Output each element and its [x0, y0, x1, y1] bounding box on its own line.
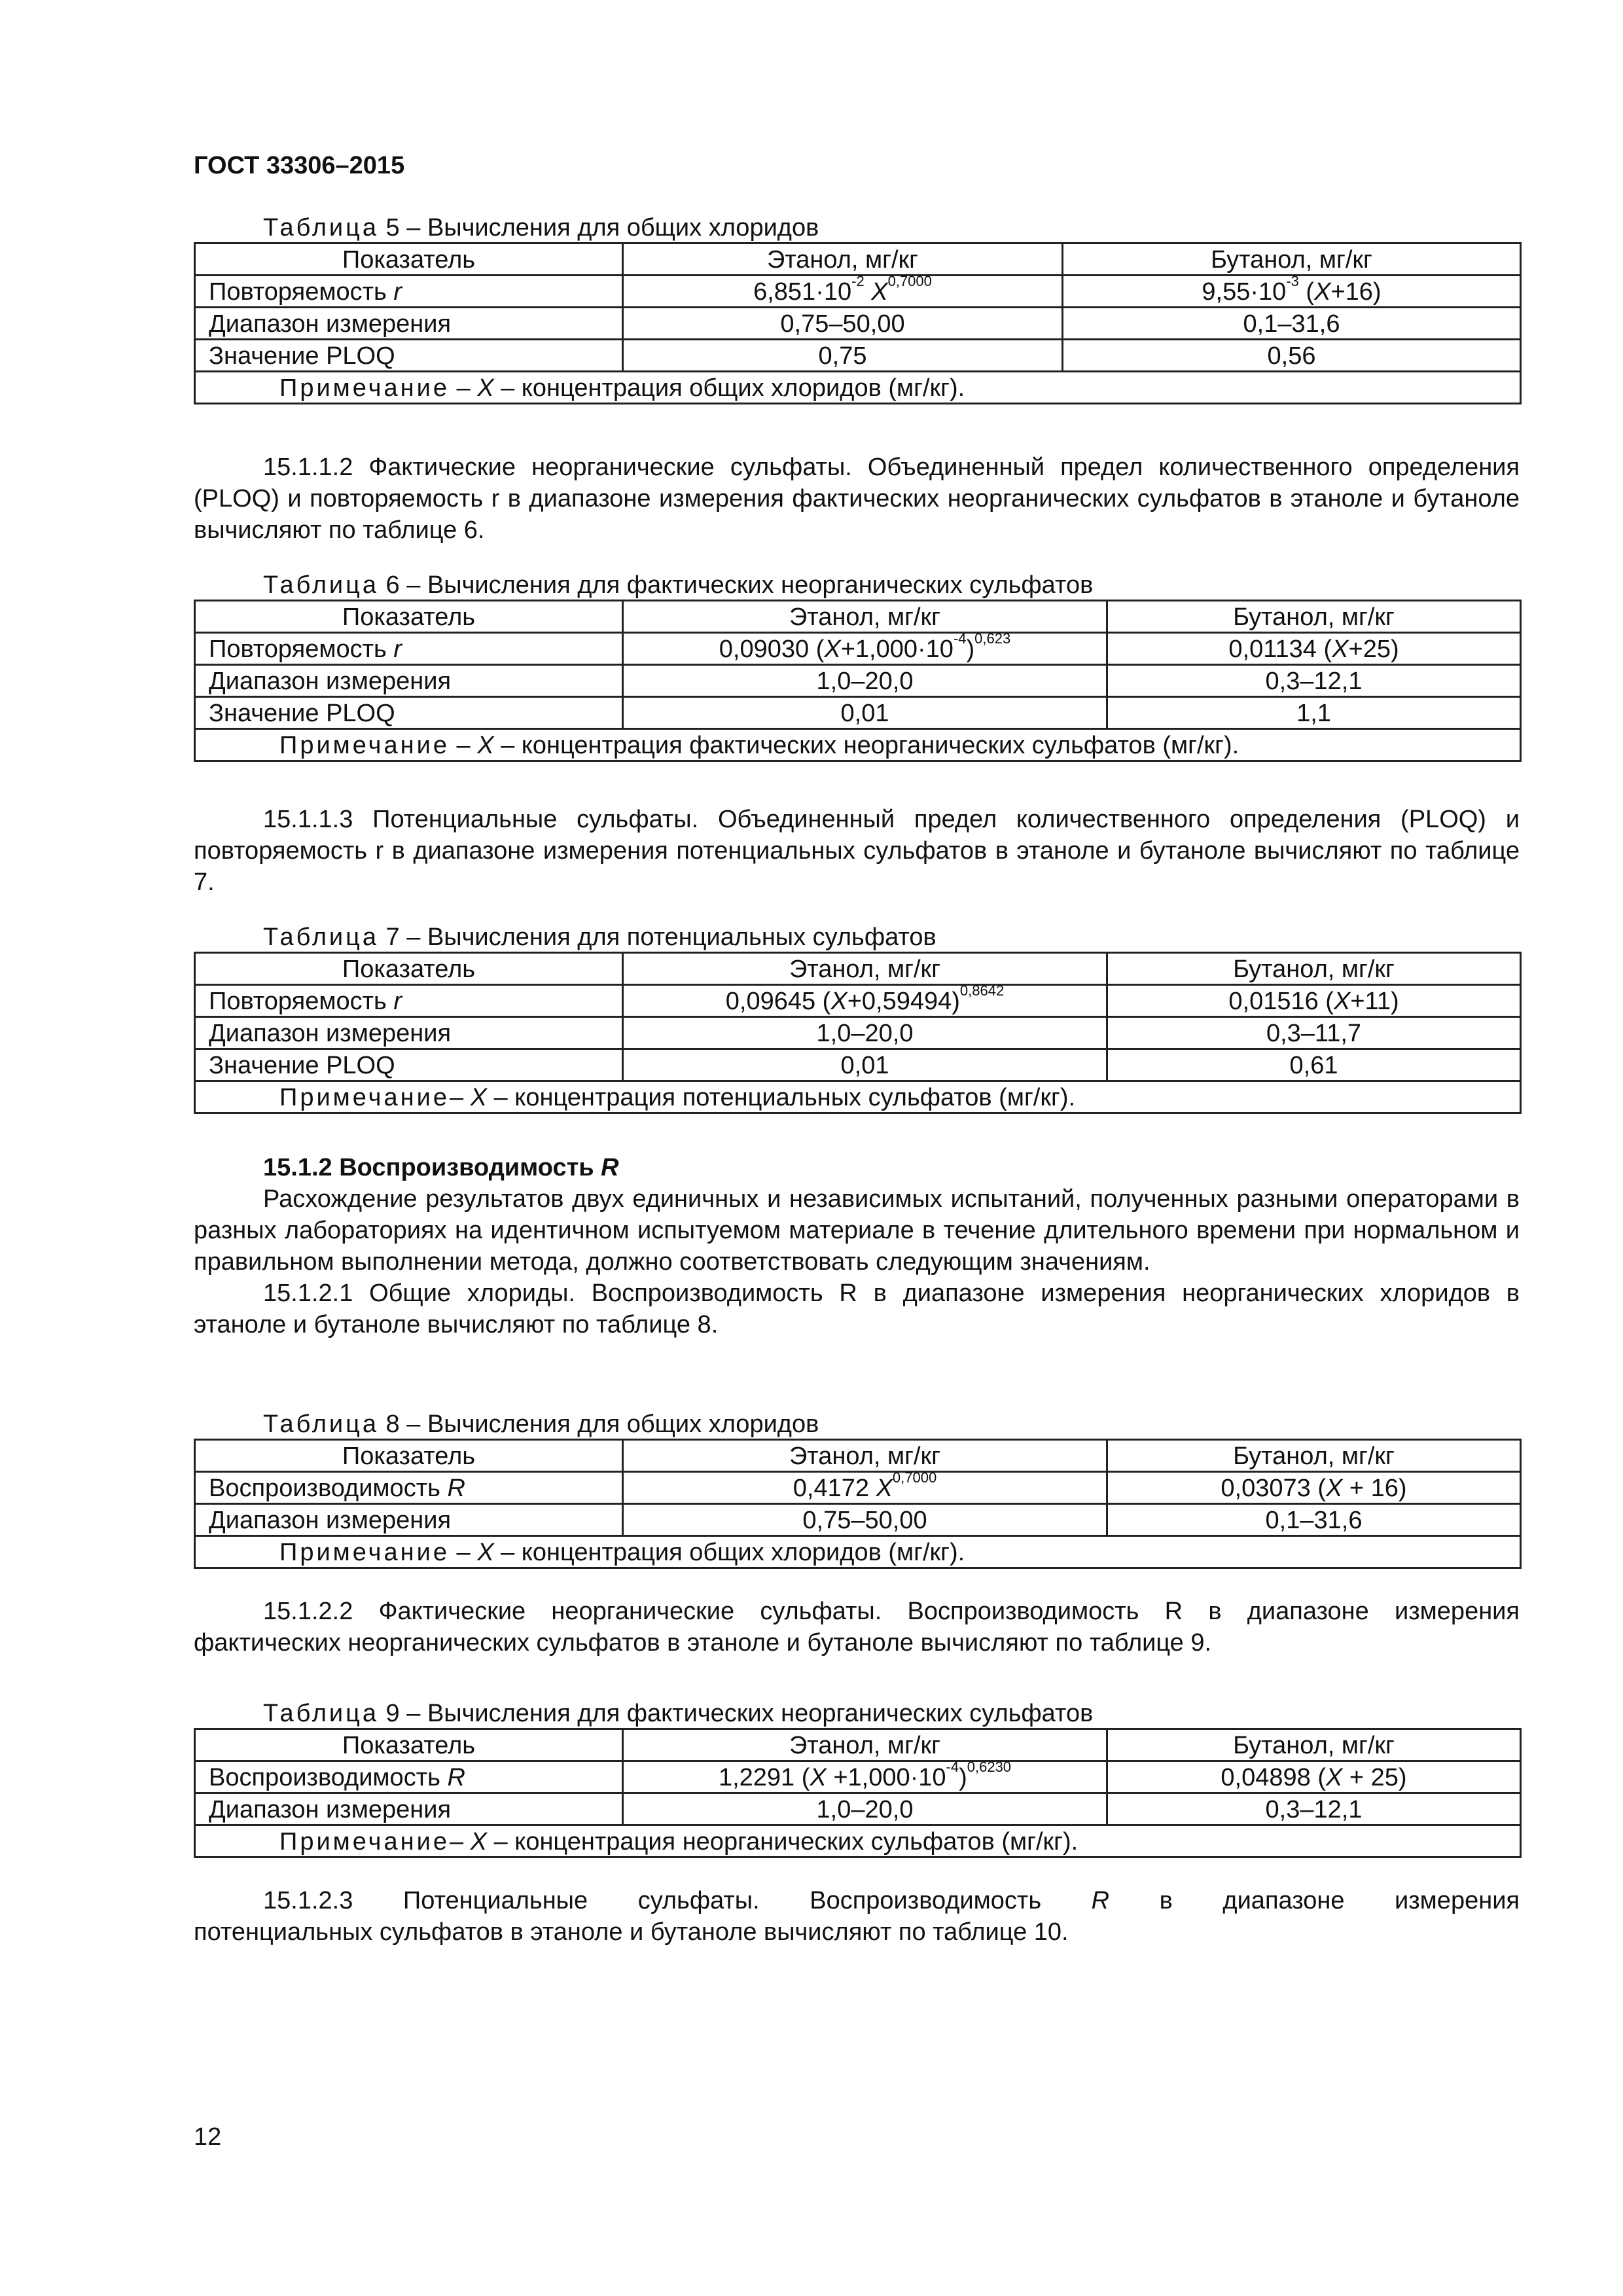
table-cell: 0,3–11,7 [1107, 1017, 1521, 1049]
paragraph-text: 15.1.1.3 Потенциальные сульфаты. Объединенный предел количественного определения (PLOQ) и повторяемость r в диапазоне измерения потенциальных сульфатов в этаноле и бутаноле вычисляют по таблице 7. [194, 806, 1520, 896]
table-cell: 0,61 [1107, 1049, 1521, 1081]
table-header-cell: Этанол, мг/кг [623, 953, 1107, 985]
table-cell: Значение PLOQ [195, 340, 623, 372]
table-row [195, 308, 1521, 340]
table-header-cell: Показатель [195, 243, 623, 276]
table-cell: $9,55\cdot 10^{-3}$ (X+16) [1063, 276, 1521, 308]
table-cell: 0,09030 $(X+1,000\cdot 10^{-4})^{0,623}$ [623, 633, 1107, 665]
table-6 [194, 600, 1522, 762]
table-cell: 0,01516 (X+11) [1107, 985, 1521, 1017]
table-6-block [194, 571, 1520, 762]
paragraph-15-1-1-3 [194, 804, 1520, 898]
table-header-cell: Бутанол, мг/кг [1107, 601, 1521, 633]
table-8-caption: Таблица 8 – Вычисления для общих хлоридов [263, 1410, 819, 1438]
table-note: Примечание – X – концентрация общих хлоридов (мг/кг). [195, 372, 1521, 404]
table-cell: 0,75 [623, 340, 1063, 372]
table-header-cell: Показатель [195, 1440, 623, 1472]
table-5 [194, 242, 1522, 404]
table-header-cell: Бутанол, мг/кг [1107, 1729, 1521, 1761]
table-header-cell: Этанол, мг/кг [623, 1729, 1107, 1761]
table-cell: 0,1–31,6 [1107, 1504, 1521, 1536]
table-6-caption: Таблица 6 – Вычисления для фактических неорганических сульфатов [263, 571, 1094, 599]
table-cell: Диапазон измерения [195, 1504, 623, 1536]
table-cell: Диапазон измерения [195, 1793, 623, 1825]
table-cell: 0,1–31,6 [1063, 308, 1521, 340]
paragraph-text: 15.1.1.2 Фактические неорганические сульфаты. Объединенный предел количественного определения (PLOQ) и повторяемость r в диапазоне измерения фактических неорганических сульфатов в этаноле и бутаноле вычисляют по таблице 6. [194, 454, 1520, 544]
table-cell: Значение PLOQ [195, 1049, 623, 1081]
table-row [195, 243, 1521, 276]
table-cell: Повторяемость r [195, 276, 623, 308]
table-9 [194, 1728, 1522, 1858]
document-header: ГОСТ 33306–2015 [194, 152, 405, 179]
table-cell: Диапазон измерения [195, 308, 623, 340]
paragraph-line: потенциальных сульфатов в этаноле и бутаноле вычисляют по таблице 10. [194, 1918, 1069, 1946]
table-5-caption: Таблица 5 – Вычисления для общих хлоридов [263, 214, 819, 242]
table-cell: Повторяемость r [195, 985, 623, 1017]
table-cell: 0,04898 (X + 25) [1107, 1761, 1521, 1793]
page-number: 12 [194, 2123, 222, 2151]
table-row [195, 601, 1521, 633]
table-cell: Диапазон измерения [195, 665, 623, 697]
paragraph-15-1-2-3 [194, 1885, 1520, 1948]
table-row [195, 1536, 1521, 1568]
table-cell: Диапазон измерения [195, 1017, 623, 1049]
table-row [195, 985, 1521, 1017]
table-cell: Значение PLOQ [195, 697, 623, 729]
table-cell: 0,3–12,1 [1107, 665, 1521, 697]
table-cell: Воспроизводимость R [195, 1472, 623, 1504]
table-note: Примечание – X – концентрация общих хлоридов (мг/кг). [195, 1536, 1521, 1568]
table-row [195, 633, 1521, 665]
table-7-caption: Таблица 7 – Вычисления для потенциальных сульфатов [263, 924, 936, 951]
table-row [195, 1440, 1521, 1472]
section-15-1-2 [194, 1152, 1520, 1340]
table-row [195, 1081, 1521, 1113]
table-7-block [194, 923, 1520, 1114]
table-row [195, 1761, 1521, 1793]
table-row [195, 1793, 1521, 1825]
table-cell: $6,851\cdot 10^{-2}$ $X^{0,7000}$ [623, 276, 1063, 308]
table-cell: 0,75–50,00 [623, 308, 1063, 340]
table-cell: 0,01 [623, 697, 1107, 729]
table-9-caption: Таблица 9 – Вычисления для фактических неорганических сульфатов [263, 1700, 1094, 1727]
table-cell: 1,2291 $(X +1,000\cdot 10^{-4})^{0,6230}$ [623, 1761, 1107, 1793]
table-header-cell: Показатель [195, 601, 623, 633]
table-row [195, 276, 1521, 308]
table-header-cell: Этанол, мг/кг [623, 243, 1063, 276]
table-cell: Повторяемость r [195, 633, 623, 665]
table-9-block [194, 1699, 1520, 1858]
table-header-cell: Бутанол, мг/кг [1107, 1440, 1521, 1472]
table-cell: 0,3–12,1 [1107, 1793, 1521, 1825]
section-heading: 15.1.2 Воспроизводимость R [263, 1154, 619, 1181]
paragraph-text: 15.1.2.2 Фактические неорганические сульфаты. Воспроизводимость R в диапазоне измерения фактических неорганических сульфатов в этаноле и бутаноле вычисляют по таблице 9. [194, 1598, 1520, 1657]
table-header-cell: Показатель [195, 1729, 623, 1761]
table-header-cell: Этанол, мг/кг [623, 601, 1107, 633]
table-cell: Воспроизводимость R [195, 1761, 623, 1793]
paragraph-15-1-1-2 [194, 452, 1520, 546]
table-8-block [194, 1410, 1520, 1569]
table-row [195, 665, 1521, 697]
table-header-cell: Этанол, мг/кг [623, 1440, 1107, 1472]
table-row [195, 372, 1521, 404]
paragraph-text: 15.1.2.1 Общие хлориды. Воспроизводимость R в диапазоне измерения неорганических хлоридов в этаноле и бутаноле вычисляют по таблице 8. [194, 1280, 1520, 1338]
table-row [195, 1049, 1521, 1081]
table-cell: 0,03073 (X + 16) [1107, 1472, 1521, 1504]
table-cell: 1,0–20,0 [623, 665, 1107, 697]
table-header-cell: Показатель [195, 953, 623, 985]
table-row [195, 1825, 1521, 1857]
table-cell: 0,56 [1063, 340, 1521, 372]
paragraph-text: Расхождение результатов двух единичных и независимых испытаний, полученных разными операторами в разных лабораториях на идентичном испытуемом материале в течение длительного времени при нормальном и правильном выполнении метода, должно соответствовать следующим значениям. [194, 1185, 1520, 1276]
table-cell: 1,1 [1107, 697, 1521, 729]
table-cell: 0,4172 $X^{0,7000}$ [623, 1472, 1107, 1504]
table-cell: 0,01134 (X+25) [1107, 633, 1521, 665]
table-row [195, 729, 1521, 761]
paragraph-15-1-2-2 [194, 1596, 1520, 1659]
table-cell: 0,09645 $(X+0,59494)^{0,8642}$ [623, 985, 1107, 1017]
table-row [195, 953, 1521, 985]
table-note: Примечание – X – концентрация фактических неорганических сульфатов (мг/кг). [195, 729, 1521, 761]
table-row [195, 697, 1521, 729]
table-header-cell: Бутанол, мг/кг [1107, 953, 1521, 985]
table-note: Примечание– X – концентрация потенциальных сульфатов (мг/кг). [195, 1081, 1521, 1113]
table-row [195, 1472, 1521, 1504]
table-cell: 0,75–50,00 [623, 1504, 1107, 1536]
table-8 [194, 1439, 1522, 1569]
table-cell: 0,01 [623, 1049, 1107, 1081]
table-row [195, 1729, 1521, 1761]
table-note: Примечание– X – концентрация неорганических сульфатов (мг/кг). [195, 1825, 1521, 1857]
table-row [195, 1504, 1521, 1536]
table-row [195, 340, 1521, 372]
table-row [195, 1017, 1521, 1049]
table-5-block [194, 213, 1520, 404]
table-header-cell: Бутанол, мг/кг [1063, 243, 1521, 276]
table-cell: 1,0–20,0 [623, 1017, 1107, 1049]
paragraph-line: 15.1.2.3 Потенциальные сульфаты. Воспроизводимость R в диапазоне измерения [263, 1887, 1520, 1914]
table-7 [194, 952, 1522, 1114]
table-cell: 1,0–20,0 [623, 1793, 1107, 1825]
